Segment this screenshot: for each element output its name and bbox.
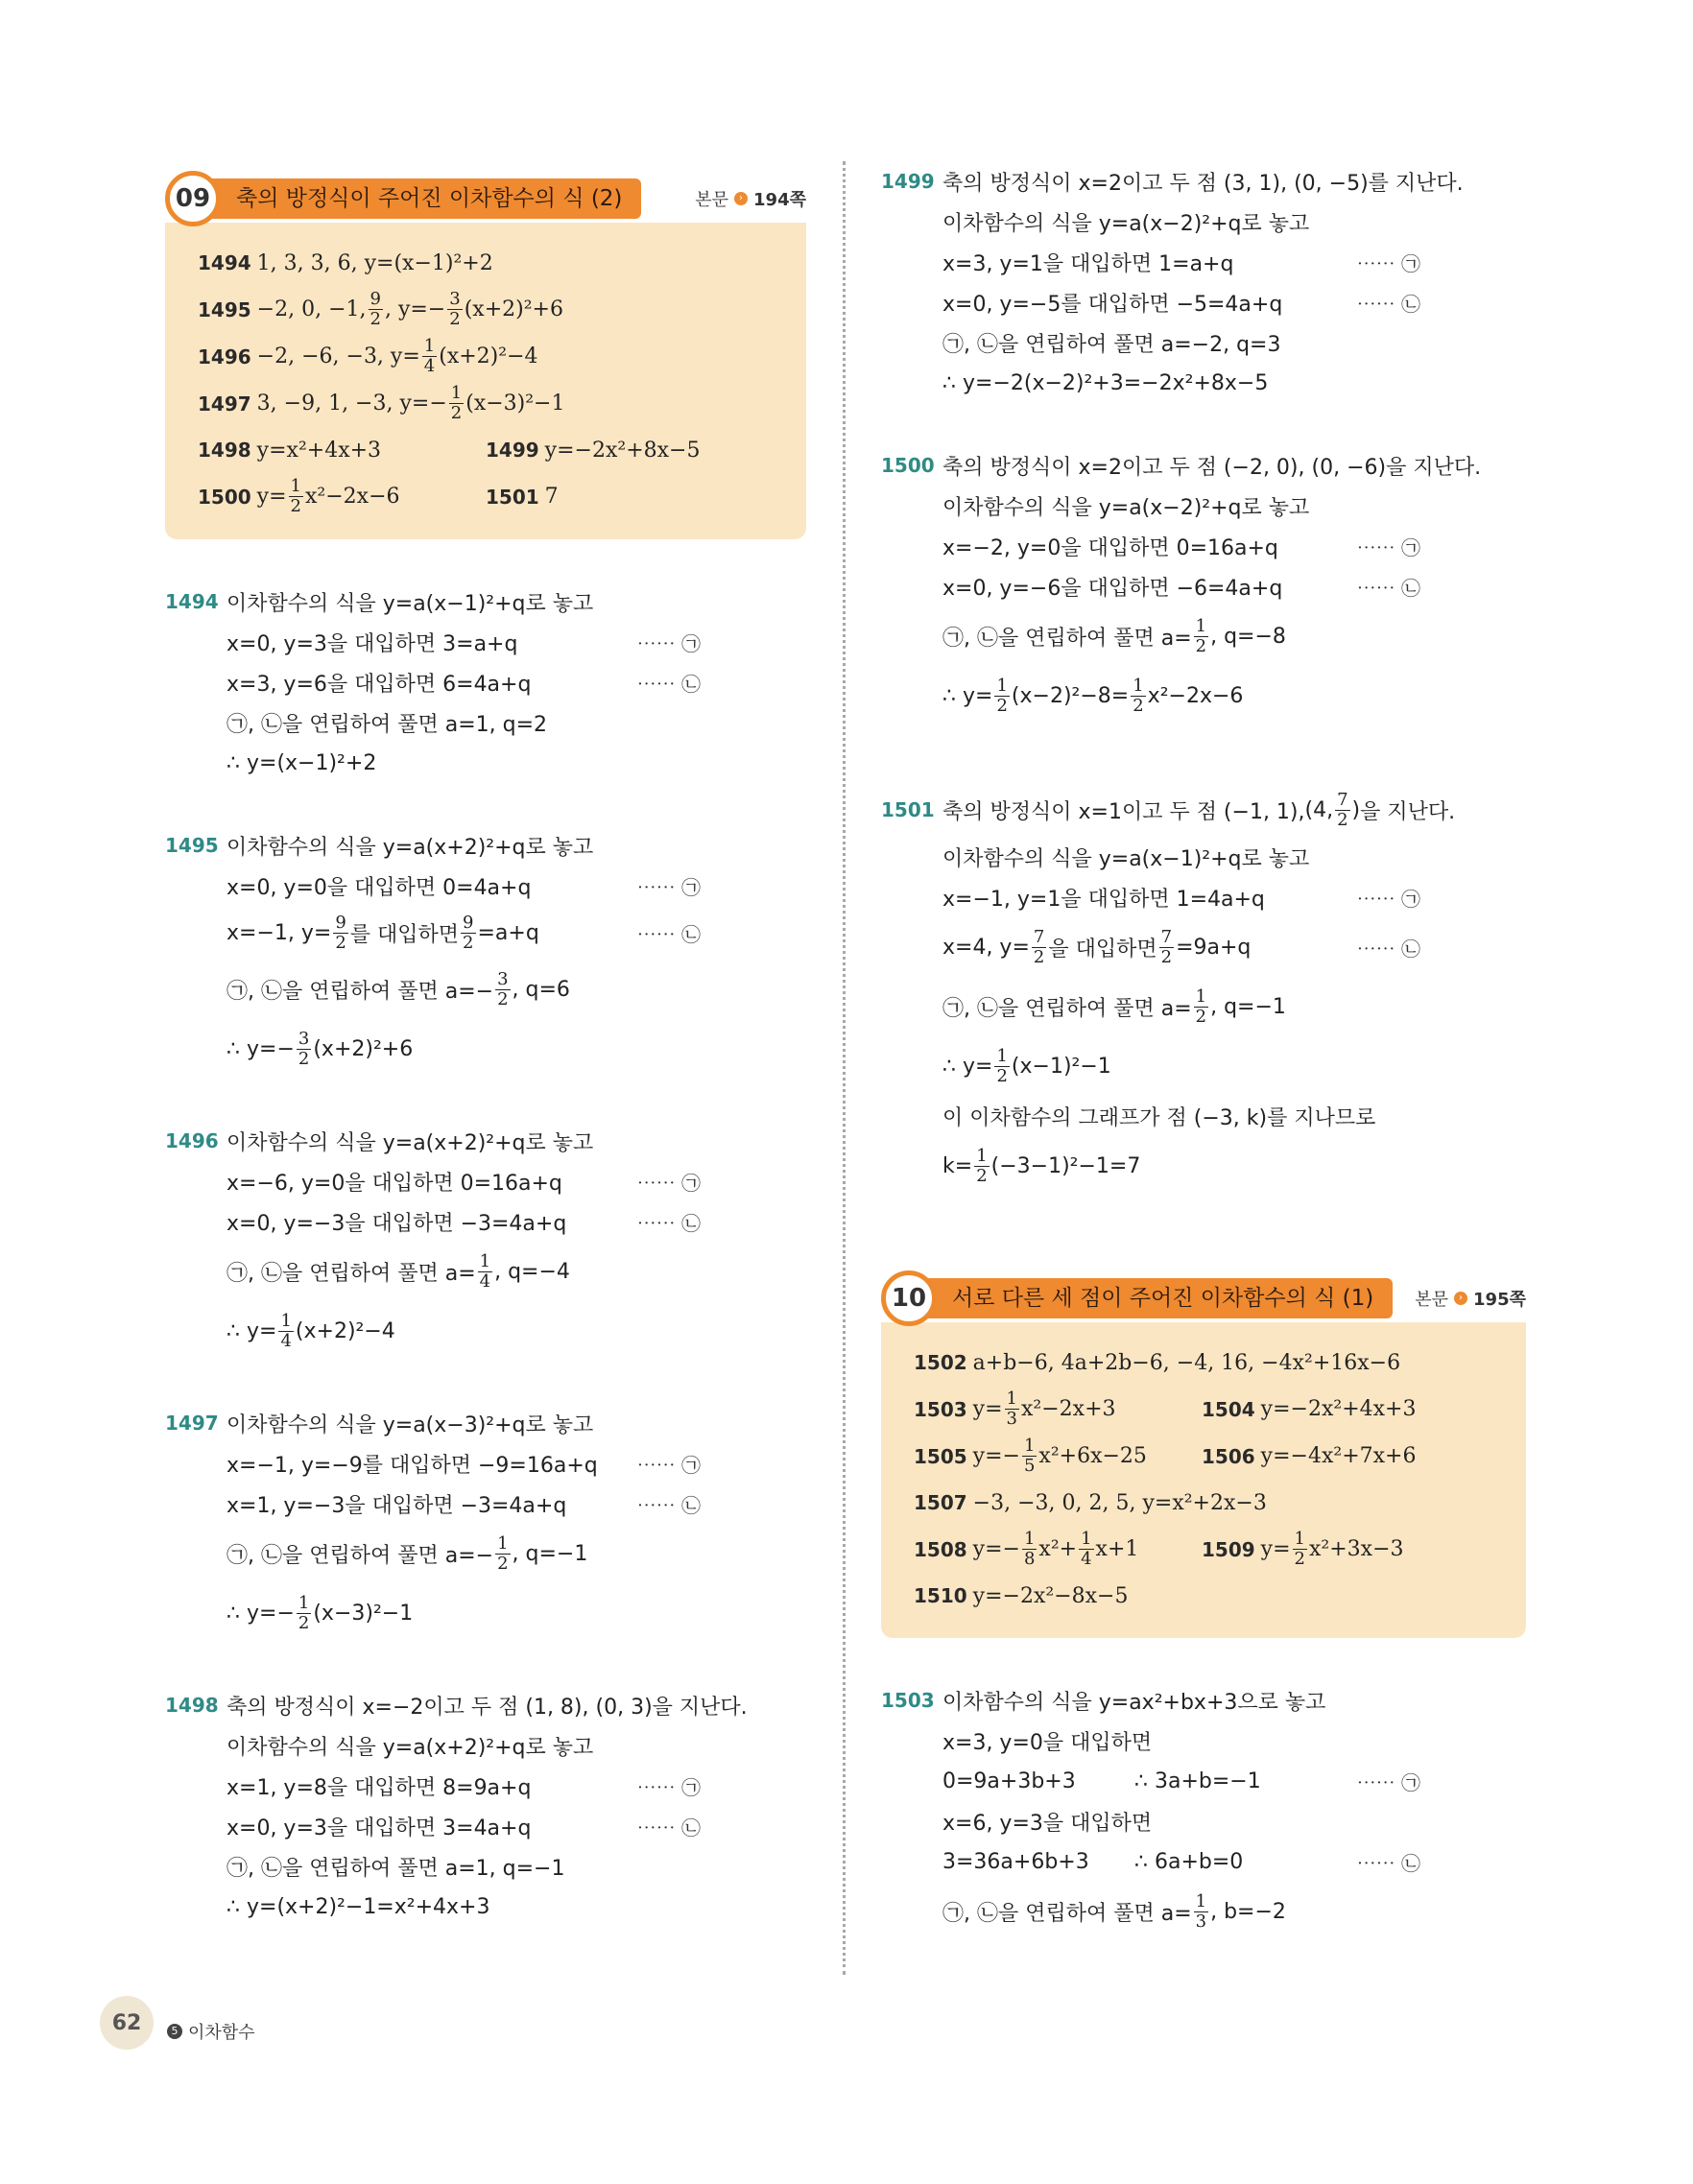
answer-text: x²+ [1038,1537,1078,1561]
solution-text: x=3, y=0을 대입하면 [942,1730,1153,1755]
solution-text: x=4, y= [942,935,1030,960]
solution-text: ㉠, ㉡을 연립하여 풀면 a=−2, q=3 [942,332,1281,357]
solution-number: 1495 [165,834,219,857]
answer-1503-1504 [914,1389,1503,1429]
answer-text: y= [1260,1537,1291,1561]
solution-text: 축의 방정식이 x=2이고 두 점 (3, 1), (0, −5)를 지난다. [942,171,1464,196]
solution-number: 1494 [165,590,219,613]
answer-1510 [914,1577,1503,1615]
equation-mark: ⋯⋯ ㉠ [636,631,701,655]
solution-text: , b=−2 [1210,1899,1286,1924]
solution-text: ㉠, ㉡을 연립하여 풀면 a=− [227,979,494,1004]
answer-1502 [914,1343,1503,1382]
solution-text: 이차함수의 식을 y=a(x−1)²+q로 놓고 [942,846,1310,871]
section-number: 10 [881,1270,937,1326]
answer-text: (x+2)²+6 [464,297,563,321]
answer-1505-1506 [914,1436,1503,1476]
solution-text: 축의 방정식이 x=2이고 두 점 (−2, 0), (0, −6)을 지난다. [942,455,1482,480]
solution-1500 [881,445,1526,725]
answer-text: x+1 [1095,1537,1139,1561]
solution-text: (x+2)²−4 [295,1318,395,1343]
answer-text: y=− [972,1444,1020,1468]
solution-text: 3=36a+6b+3 [942,1849,1089,1874]
solution-text: 을 대입하면 [1048,937,1157,961]
solution-1499 [881,161,1526,403]
fraction: $\frac{1}{8}$ [1023,1529,1036,1569]
solution-text: 이차함수의 식을 y=a(x−2)²+q로 놓고 [942,211,1310,236]
solution-text: ∴ y=−2(x−2)²+3=−2x²+8x−5 [942,370,1269,395]
answer-text: −2, −6, −3, y= [256,344,420,368]
answer-text: y=−2x²−8x−5 [972,1583,1129,1608]
solution-text: 이차함수의 식을 y=a(x−2)²+q로 놓고 [942,495,1310,520]
fraction: $\frac{1}{2}$ [1195,985,1207,1027]
section-reference [695,186,806,211]
section-reference [1415,1286,1526,1311]
solution-number: 1499 [881,170,935,193]
answer-text: −3, −3, 0, 2, 5, y=x²+2x−3 [972,1490,1267,1515]
answer-box [881,1322,1526,1638]
fraction: $\frac{1}{4}$ [479,1250,491,1292]
ref-page: 194쪽 [753,190,806,210]
answer-text: 3, −9, 1, −3, y=− [256,392,447,415]
solution-1501 [881,783,1526,1196]
chapter-title: 이차함수 [188,2023,255,2043]
equation-mark: ⋯⋯ ㉠ [636,1453,701,1477]
answer-1508-1509 [914,1530,1503,1569]
answer-number: 1500 [198,485,251,509]
answer-1495 [198,290,783,329]
answer-text: y= [256,485,287,509]
answer-text: y= [972,1397,1003,1421]
solution-text: , q=6 [512,977,570,1002]
answer-number: 1495 [198,297,251,321]
arrow-circle-icon: › [1454,1292,1467,1305]
fraction: $\frac{1}{2}$ [1133,675,1144,716]
section-header [165,171,806,226]
solution-text: x=0, y=−5를 대입하면 −5=4a+q [942,292,1283,317]
fraction: $\frac{7}{2}$ [1033,926,1045,967]
equation-mark: ⋯⋯ ㉡ [1356,292,1420,316]
answer-1500-1501 [198,477,783,516]
fraction: $\frac{1}{2}$ [290,476,301,516]
fraction: $\frac{7}{2}$ [1337,789,1348,830]
fraction: $\frac{9}{2}$ [370,289,381,329]
fraction: $\frac{1}{5}$ [1023,1436,1036,1476]
answer-number: 1499 [486,439,539,462]
equation-mark: ⋯⋯ ㉠ [636,1171,701,1195]
solution-number: 1500 [881,454,935,477]
solution-text: k= [942,1153,973,1178]
equation-mark: ⋯⋯ ㉠ [636,1775,701,1799]
solution-text: x=0, y=−6을 대입하면 −6=4a+q [942,576,1283,601]
solution-text: 을 지난다. [1360,799,1456,824]
solution-text: x=−1, y=−9를 대입하면 −9=16a+q [227,1453,598,1478]
solution-text: ) [1351,797,1361,822]
equation-mark: ⋯⋯ ㉡ [636,1493,701,1517]
solution-text: x=3, y=6을 대입하면 6=4a+q [227,672,532,697]
solution-number: 1498 [165,1694,219,1717]
solution-text: x=−6, y=0을 대입하면 0=16a+q [227,1171,562,1196]
answer-1498-1499 [198,431,783,469]
solution-text: 이차함수의 식을 y=ax²+bx+3으로 놓고 [942,1690,1326,1715]
left-column [165,171,806,1927]
solution-text: ∴ y=− [227,1036,295,1061]
answer-number: 1507 [914,1491,967,1514]
fraction: $\frac{3}{2}$ [497,968,509,1009]
solution-1498 [165,1685,806,1927]
solution-text: , q=−1 [1210,994,1286,1019]
chapter-number-icon: 5 [167,2024,182,2039]
answer-number: 1502 [914,1351,967,1374]
solution-text: ㉠, ㉡을 연립하여 풀면 a= [942,996,1192,1021]
solution-text: (x−1)²−1 [1011,1054,1111,1079]
solution-text: x=−2, y=0을 대입하면 0=16a+q [942,535,1278,560]
solution-text: 축의 방정식이 x=−2이고 두 점 (1, 8), (0, 3)을 지난다. [227,1695,748,1720]
answer-text: a+b−6, 4a+2b−6, −4, 16, −4x²+16x−6 [972,1350,1401,1375]
solution-text: x=1, y=−3을 대입하면 −3=4a+q [227,1493,567,1518]
answer-text: (x−3)²−1 [465,392,565,415]
solution-text: 이차함수의 식을 y=a(x+2)²+q로 놓고 [227,1735,594,1760]
equation-mark: ⋯⋯ ㉠ [1356,535,1420,559]
answer-number: 1509 [1202,1537,1255,1561]
solution-text: 이차함수의 식을 y=a(x+2)²+q로 놓고 [227,1130,594,1155]
column-divider [843,161,846,1975]
answer-text: y=−4x²+7x+6 [1260,1444,1417,1468]
chapter-label [167,2019,255,2044]
answer-text: y=−2x²+8x−5 [544,438,701,463]
fraction: $\frac{7}{2}$ [1160,926,1173,967]
solution-text: ∴ 3a+b=−1 [1134,1769,1261,1793]
solution-text: ∴ y=(x−1)²+2 [227,750,377,775]
solution-text: ∴ y=− [227,1601,295,1626]
solution-1497 [165,1403,806,1643]
fraction: $\frac{3}{2}$ [298,1028,310,1069]
fraction: $\frac{3}{2}$ [449,289,461,329]
solution-text: ∴ y=(x+2)²−1=x²+4x+3 [227,1894,490,1919]
answer-text: −2, 0, −1, [256,297,367,321]
answer-text: y=−2x²+4x+3 [1260,1397,1417,1421]
solution-text: ㉠, ㉡을 연립하여 풀면 a=− [227,1543,494,1568]
solution-text: ㉠, ㉡을 연립하여 풀면 a=1, q=−1 [227,1856,565,1881]
equation-mark: ⋯⋯ ㉡ [636,1211,701,1235]
solution-text: x=0, y=−3을 대입하면 −3=4a+q [227,1211,567,1236]
equation-mark: ⋯⋯ ㉡ [636,672,701,696]
ref-label: 본문 [1415,1290,1449,1310]
answer-number: 1508 [914,1537,967,1561]
solution-text: ㉠, ㉡을 연립하여 풀면 a= [942,626,1192,651]
equation-mark: ⋯⋯ ㉡ [636,1816,701,1840]
fraction: $\frac{1}{2}$ [976,1145,988,1186]
answer-number: 1506 [1202,1444,1255,1468]
answer-text: 1, 3, 3, 6, y=(x−1)²+2 [256,250,493,275]
fraction: $\frac{1}{2}$ [450,383,463,423]
solution-text: 이차함수의 식을 y=a(x−1)²+q로 놓고 [227,591,594,616]
equation-mark: ⋯⋯ ㉡ [1356,1851,1420,1875]
solution-text: (x−3)²−1 [313,1601,414,1626]
solution-text: x=0, y=3을 대입하면 3=4a+q [227,1816,532,1840]
solution-text: x=3, y=1을 대입하면 1=a+q [942,251,1234,276]
solution-text: =9a+q [1176,935,1252,960]
right-column [881,161,1526,1941]
solution-text: (4, [1304,797,1334,822]
solution-1496 [165,1121,806,1361]
section-number: 09 [165,171,221,226]
fraction: $\frac{1}{3}$ [1195,1890,1207,1932]
solution-1495 [165,825,806,1079]
solution-text: x=6, y=3을 대입하면 [942,1811,1153,1836]
fraction: $\frac{9}{2}$ [335,912,346,953]
ref-page: 195쪽 [1473,1290,1526,1310]
fraction: $\frac{1}{4}$ [1081,1529,1092,1569]
page-footer [100,1996,255,2050]
fraction: $\frac{1}{3}$ [1006,1389,1017,1429]
solution-text: , q=−4 [494,1259,570,1284]
equation-mark: ⋯⋯ ㉡ [1356,576,1420,600]
solution-number: 1501 [881,798,935,821]
answer-text: , y=− [384,297,446,321]
section-10 [881,1270,1526,1638]
ref-label: 본문 [695,190,729,210]
answer-number: 1496 [198,344,251,368]
answer-number: 1505 [914,1444,967,1468]
answer-text: 7 [544,485,559,509]
answer-box [165,223,806,539]
answer-text: y=− [972,1537,1020,1561]
answer-number: 1498 [198,439,251,462]
solution-text: , q=−1 [512,1541,588,1566]
solution-text: (x−2)²−8= [1011,683,1130,708]
solution-text: x=1, y=8을 대입하면 8=9a+q [227,1775,532,1800]
fraction: $\frac{1}{2}$ [1294,1529,1305,1569]
fraction: $\frac{1}{4}$ [280,1310,292,1351]
equation-mark: ⋯⋯ ㉡ [636,922,701,946]
equation-mark: ⋯⋯ ㉡ [1356,937,1420,961]
solution-text: 를 대입하면 [349,922,460,947]
solution-text: , q=−8 [1210,624,1286,649]
answer-number: 1504 [1202,1397,1255,1421]
solution-text: x=0, y=0을 대입하면 0=4a+q [227,875,532,900]
section-header [881,1270,1526,1326]
solution-text: ㉠, ㉡을 연립하여 풀면 a= [227,1261,476,1286]
answer-number: 1494 [198,251,251,274]
solution-text: 이차함수의 식을 y=a(x+2)²+q로 놓고 [227,835,594,860]
solution-text: ㉠, ㉡을 연립하여 풀면 a= [942,1901,1192,1926]
fraction: $\frac{1}{2}$ [298,1592,310,1633]
solution-text: 이차함수의 식을 y=a(x−3)²+q로 놓고 [227,1412,594,1437]
solution-text: x=−1, y= [227,920,332,945]
solution-text: ∴ y= [942,1054,993,1079]
answer-number: 1497 [198,392,251,415]
answer-1494 [198,244,783,282]
solution-text: x²−2x−6 [1147,683,1244,708]
solution-text: ∴ 6a+b=0 [1134,1849,1244,1874]
section-title: 축의 방정식이 주어진 이차함수의 식 (2) [194,178,641,219]
equation-mark: ⋯⋯ ㉠ [1356,251,1420,275]
equation-mark: ⋯⋯ ㉠ [1356,887,1420,911]
answer-number: 1503 [914,1397,967,1421]
answer-text: (x+2)²−4 [439,344,538,368]
fraction: $\frac{1}{2}$ [1195,615,1207,656]
fraction: $\frac{1}{4}$ [423,336,436,376]
page-number: 62 [100,1996,154,2050]
solution-1494 [165,582,806,783]
solution-1503 [881,1680,1526,1941]
arrow-circle-icon: › [734,192,748,205]
answer-text: x²−2x−6 [305,485,400,509]
answer-text: y=x²+4x+3 [256,438,382,463]
answer-text: x²+3x−3 [1309,1537,1404,1561]
solution-number: 1497 [165,1412,219,1435]
fraction: $\frac{1}{2}$ [497,1532,509,1574]
solution-text: (x+2)²+6 [313,1036,414,1061]
solution-text: =a+q [477,920,539,945]
answer-1507 [914,1484,1503,1522]
solution-text: ㉠, ㉡을 연립하여 풀면 a=1, q=2 [227,712,548,737]
section-title: 서로 다른 세 점이 주어진 이차함수의 식 (1) [910,1278,1393,1318]
answer-number: 1510 [914,1584,967,1607]
solution-text: x=0, y=3을 대입하면 3=a+q [227,631,518,656]
answer-number: 1501 [486,485,539,509]
fraction: $\frac{1}{2}$ [996,1045,1008,1086]
solution-text: x=−1, y=1을 대입하면 1=4a+q [942,887,1265,912]
solution-number: 1496 [165,1129,219,1152]
fraction: $\frac{1}{2}$ [996,675,1008,716]
answer-text: x²+6x−25 [1038,1444,1147,1468]
solution-text: (−3−1)²−1=7 [990,1153,1141,1178]
answer-text: x²−2x+3 [1021,1397,1116,1421]
equation-mark: ⋯⋯ ㉠ [636,875,701,899]
solution-number: 1503 [881,1689,935,1712]
solution-text: ∴ y= [227,1318,277,1343]
fraction: $\frac{9}{2}$ [463,912,474,953]
answer-1497 [198,384,783,423]
solution-text: 0=9a+3b+3 [942,1769,1076,1793]
solution-text: ∴ y= [942,683,993,708]
answer-1496 [198,337,783,376]
equation-mark: ⋯⋯ ㉠ [1356,1770,1420,1794]
solution-text: 축의 방정식이 x=1이고 두 점 (−1, 1), [942,799,1305,824]
solution-text: 이 이차함수의 그래프가 점 (−3, k)를 지나므로 [942,1105,1376,1130]
